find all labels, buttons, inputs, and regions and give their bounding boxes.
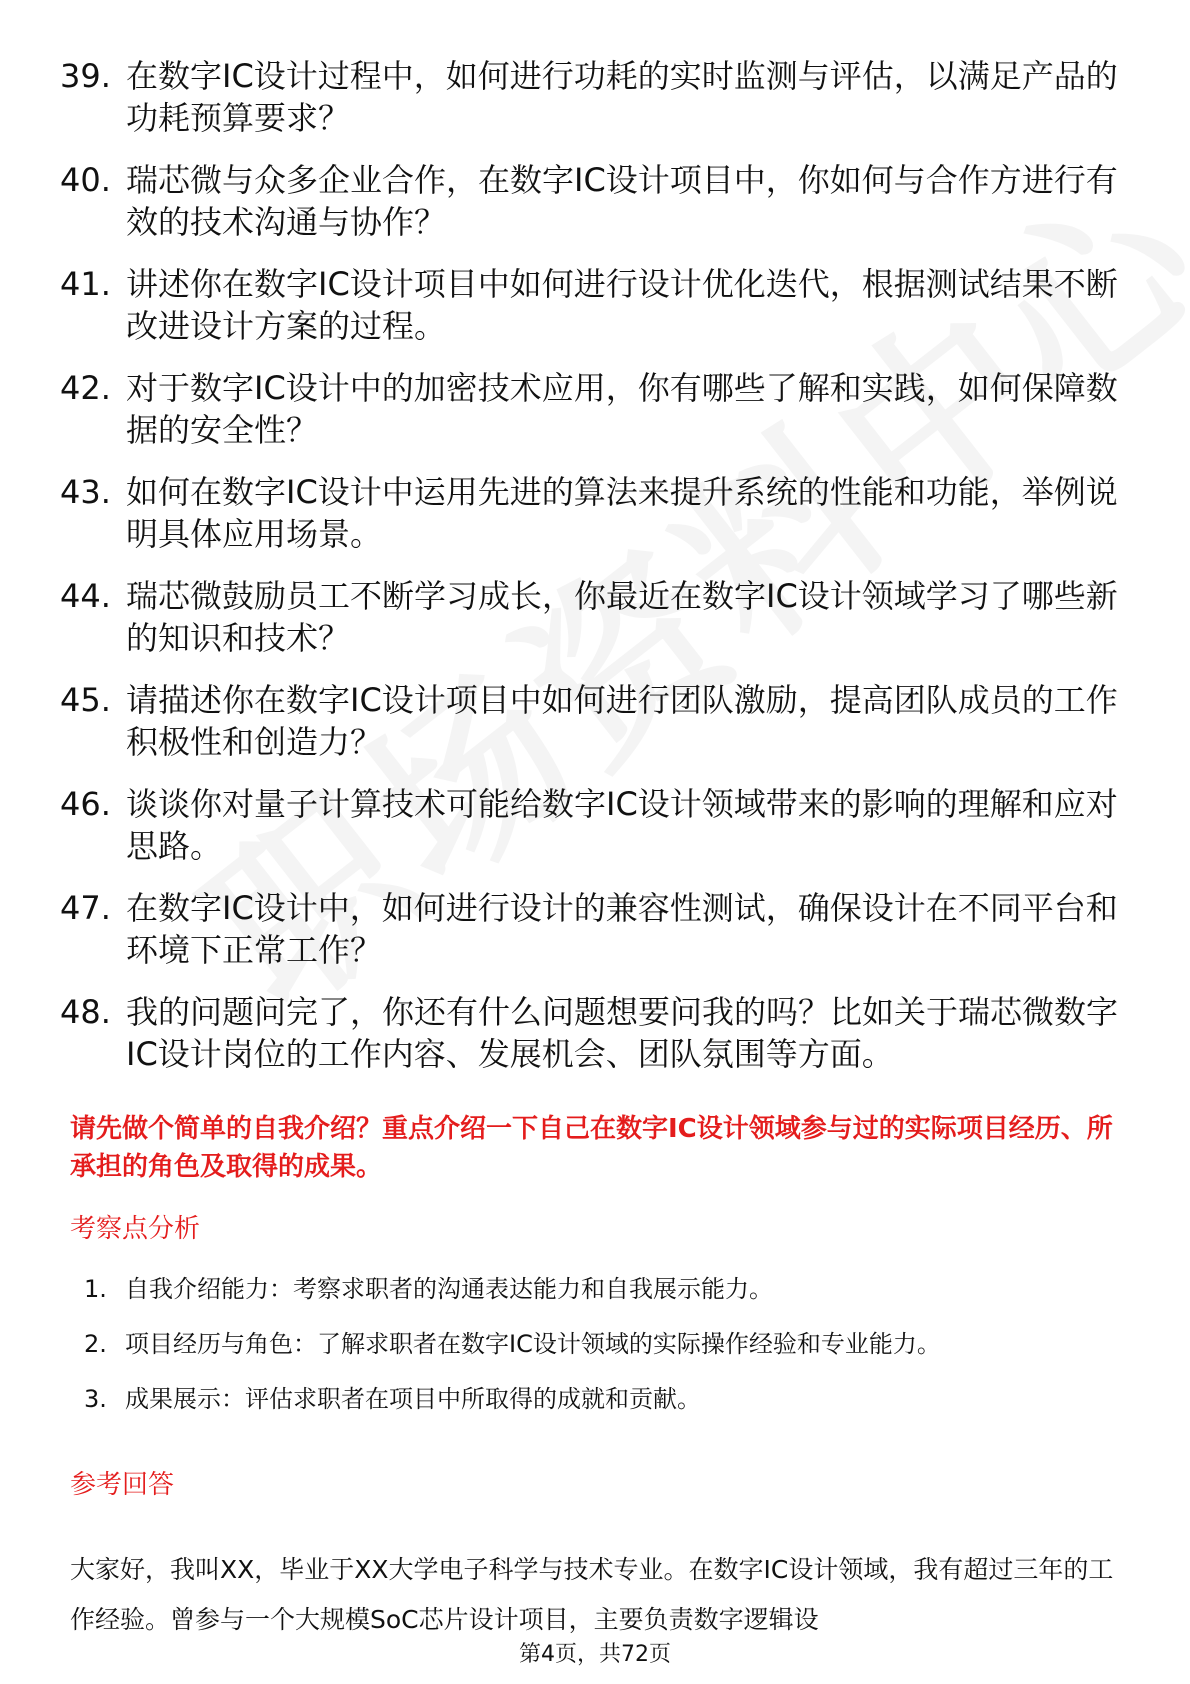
question-item [60,367,1120,451]
question-item [60,55,1120,139]
question-item [60,471,1120,555]
analysis-item [84,1382,1124,1416]
page-number: 第4页，共72页 [519,1642,671,1667]
question-text: 请描述你在数字IC设计项目中如何进行团队激励，提高团队成员的工作积极性和创造力？ [126,681,1118,761]
analysis-heading: 考察点分析 [70,1214,201,1244]
question-text: 如何在数字IC设计中运用先进的算法来提升系统的性能和功能，举例说明具体应用场景。 [126,473,1118,553]
question-text: 讲述你在数字IC设计项目中如何进行设计优化迭代，根据测试结果不断改进设计方案的过程。 [126,265,1118,345]
question-item [60,159,1120,243]
question-item [60,575,1120,659]
analysis-text: 项目经历与角色：了解求职者在数字IC设计领域的实际操作经验和专业能力。 [125,1330,941,1358]
question-item [60,679,1120,763]
question-text: 在数字IC设计中，如何进行设计的兼容性测试，确保设计在不同平台和环境下正常工作？ [126,889,1118,969]
analysis-item [84,1272,1124,1306]
highlight-question: 请先做个简单的自我介绍？重点介绍一下自己在数字IC设计领域参与过的实际项目经历、所承担的角色及取得的成果。 [70,1114,1113,1182]
question-text: 谈谈你对量子计算技术可能给数字IC设计领域带来的影响的理解和应对思路。 [126,785,1118,865]
question-number: 46. [60,785,111,823]
question-text: 对于数字IC设计中的加密技术应用，你有哪些了解和实践，如何保障数据的安全性？ [126,369,1118,449]
question-text: 在数字IC设计过程中，如何进行功耗的实时监测与评估，以满足产品的功耗预算要求？ [126,57,1118,137]
answer-heading: 参考回答 [70,1470,175,1500]
question-number: 45. [60,681,111,719]
question-number: 47. [60,889,111,927]
analysis-item [84,1327,1124,1361]
question-list [60,55,1120,1095]
question-number: 39. [60,57,111,95]
analysis-number: 2. [84,1330,107,1358]
question-item [60,991,1120,1075]
analysis-number: 1. [84,1275,107,1303]
question-text: 瑞芯微鼓励员工不断学习成长，你最近在数字IC设计领域学习了哪些新的知识和技术？ [126,577,1118,657]
analysis-text: 自我介绍能力：考察求职者的沟通表达能力和自我展示能力。 [125,1275,773,1303]
analysis-text: 成果展示：评估求职者在项目中所取得的成就和贡献。 [125,1385,701,1413]
question-text: 我的问题问完了，你还有什么问题想要问我的吗？比如关于瑞芯微数字IC设计岗位的工作内容、发展机会、团队氛围等方面。 [126,993,1119,1073]
question-number: 40. [60,161,111,199]
question-number: 48. [60,993,111,1031]
analysis-number: 3. [84,1385,107,1413]
question-item [60,783,1120,867]
analysis-list [84,1272,1124,1437]
question-item [60,263,1120,347]
answer-paragraph: 大家好，我叫XX，毕业于XX大学电子科学与技术专业。在数字IC设计领域，我有超过三年的工作经验。曾参与一个大规模SoC芯片设计项目，主要负责数字逻辑设 [70,1555,1114,1634]
question-number: 44. [60,577,111,615]
question-text: 瑞芯微与众多企业合作，在数字IC设计项目中，你如何与合作方进行有效的技术沟通与协作？ [126,161,1118,241]
question-item [60,887,1120,971]
question-number: 41. [60,265,111,303]
question-number: 43. [60,473,111,511]
question-number: 42. [60,369,111,407]
